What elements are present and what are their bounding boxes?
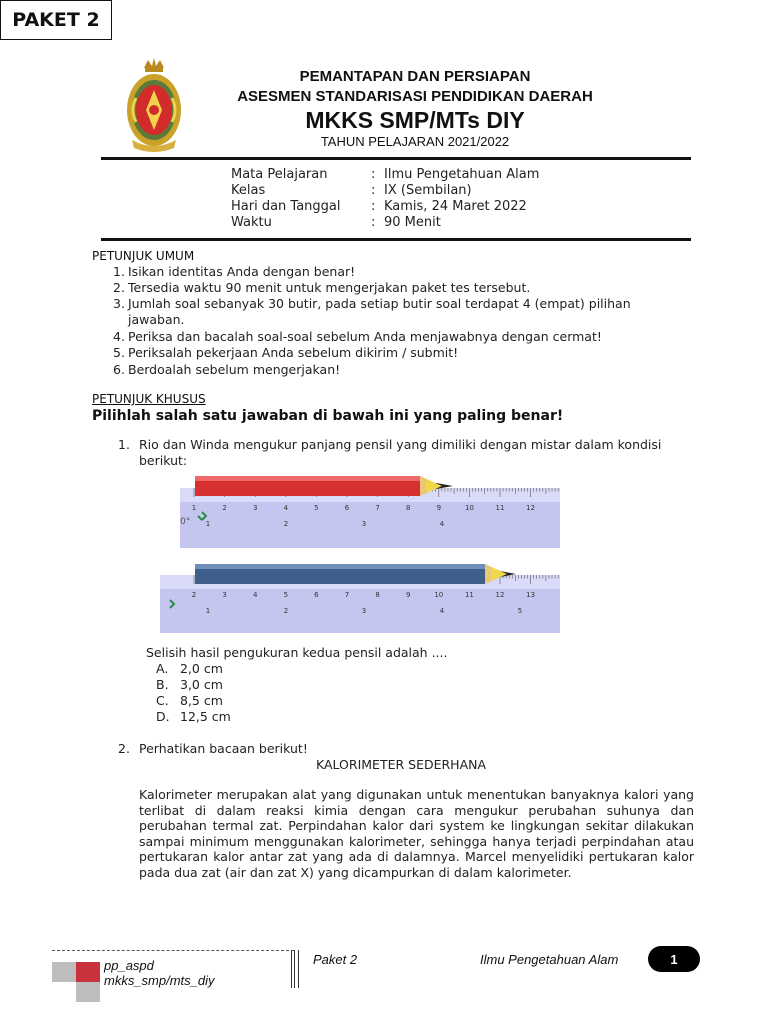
ruler-inch-label: 1 (205, 520, 211, 528)
question-prompt: Selisih hasil pengukuran kedua pensil adalah .... (146, 645, 448, 660)
header-academic-year: TAHUN PELAJARAN 2021/2022 (320, 134, 510, 149)
info-sep: : (371, 215, 376, 230)
ruler-cm-label: 11 (464, 591, 474, 599)
list-item-number: 5. (113, 345, 125, 360)
petunjuk-khusus-subtitle: Pilihlah salah satu jawaban di bawah ini yang paling benar! (92, 408, 564, 424)
paragraph-line: pertukaran kalor antar zat yang ada di dalamnya. Marcel menyelidiki pertukaran kalor (139, 849, 694, 864)
question-number: 1. (118, 437, 130, 452)
info-label-subject: Mata Pelajaran (231, 167, 328, 182)
ruler-cm-label: 13 (526, 591, 536, 599)
footer-gray-block (76, 982, 100, 1002)
info-sep: : (371, 167, 376, 182)
footer-subject: Ilmu Pengetahuan Alam (480, 952, 619, 967)
option-label: C. (156, 693, 169, 708)
footer-vertical-divider (294, 950, 295, 988)
ruler-cm-label: 2 (222, 504, 227, 512)
ruler-cm-label: 7 (375, 504, 380, 512)
header-title-line-2: ASESMEN STANDARISASI PENDIDIKAN DAERAH (237, 88, 593, 105)
question-number: 2. (118, 741, 130, 756)
info-value-date: Kamis, 24 Maret 2022 (384, 199, 527, 214)
ruler-cm-label: 1 (191, 504, 197, 512)
info-value-class: IX (Sembilan) (384, 183, 472, 198)
page-number-badge: 1 (648, 946, 700, 972)
header-title-main: MKKS SMP/MTs DIY (305, 107, 525, 133)
info-label-time: Waktu (231, 215, 272, 230)
list-item-text: Tersedia waktu 90 menit untuk mengerjakan paket tes tersebut. (128, 280, 531, 295)
ruler-cm-label: 9 (405, 591, 411, 599)
svg-text:0°: 0° (180, 517, 191, 527)
ruler-cm-label: 5 (314, 504, 319, 512)
ruler-cm-label: 11 (495, 504, 505, 512)
info-value-time: 90 Menit (384, 215, 441, 230)
ruler-cm-label: 8 (375, 591, 380, 599)
ruler-cm-label: 5 (283, 591, 289, 599)
paragraph-line: terlibat di dalam reaksi kimia dengan cara mengukur perubahan suhunya dan (139, 802, 694, 818)
list-item-text: Berdoalah sebelum mengerjakan! (128, 362, 341, 377)
info-sep: : (371, 199, 376, 214)
ruler-inch-label: 4 (439, 520, 445, 528)
header-title-line-1: PEMANTAPAN DAN PERSIAPAN (299, 68, 531, 85)
footer-paket: Paket 2 (313, 952, 358, 967)
list-item-text: Periksa dan bacalah soal-soal sebelum Anda menjawabnya dengan cermat! (128, 329, 602, 344)
info-label-class: Kelas (231, 183, 266, 198)
petunjuk-khusus-title: PETUNJUK KHUSUS (92, 392, 206, 406)
ruler-inch-label: 3 (361, 520, 367, 528)
ruler-inch-label: 5 (517, 607, 523, 615)
option-label: D. (156, 709, 170, 724)
list-item-number: 4. (113, 329, 125, 344)
list-item-number: 1. (113, 264, 125, 279)
petunjuk-umum-title: PETUNJUK UMUM (92, 249, 195, 263)
rulers-pencils-illustration (160, 472, 560, 637)
ruler-inch-label: 1 (205, 607, 211, 615)
list-item-number: 6. (113, 362, 125, 377)
paragraph-line: Kalorimeter merupakan alat yang digunakan untuk menentukan banyaknya kalori yang (139, 787, 694, 802)
footer-vertical-divider (298, 950, 299, 988)
info-value-subject: Ilmu Pengetahuan Alam (384, 167, 540, 182)
ruler-cm-label: 4 (283, 504, 289, 512)
ruler-cm-label: 6 (344, 504, 350, 512)
ruler-inch-label: 2 (283, 607, 289, 615)
option-label: A. (156, 661, 169, 676)
footer-code-2: mkks_smp/mts_diy (104, 973, 215, 988)
option-text: 12,5 cm (180, 709, 231, 724)
paragraph-line: perubahan termal zat. Perpindahan kalor dari system ke lingkungan sekitar dilakukan (139, 818, 694, 833)
footer-red-block (76, 962, 100, 982)
list-item-number: 3. (113, 296, 125, 311)
ruler-cm-label: 7 (344, 591, 350, 599)
ruler-inch-label: 2 (283, 520, 289, 528)
option-text: 8,5 cm (180, 693, 223, 708)
footer-vertical-divider (291, 950, 292, 988)
ruler-cm-label: 12 (495, 591, 505, 599)
paragraph-line: sampai minimum menggunakan kalorimeter, sehingga hanya terjadi perpindahan atau (139, 833, 694, 849)
footer-code-1: pp_aspd (104, 958, 154, 973)
ruler-cm-label: 3 (252, 504, 258, 512)
reading-paragraph (139, 787, 694, 880)
option-text: 2,0 cm (180, 661, 223, 676)
paket-label-box: PAKET 2 (0, 0, 112, 40)
question-text-continued: berikut: (139, 453, 188, 468)
ruler-cm-label: 4 (252, 591, 258, 599)
ruler-cm-label: 6 (314, 591, 319, 599)
reading-title: KALORIMETER SEDERHANA (316, 757, 487, 772)
option-text: 3,0 cm (180, 677, 223, 692)
ruler-cm-label: 10 (464, 504, 474, 512)
ruler-cm-label: 10 (434, 591, 444, 599)
paragraph-line: pada dua zat (air dan zat X) yang dicampurkan di dalam kalorimeter. (139, 864, 572, 880)
ruler-inch-label: 3 (361, 607, 367, 615)
list-item-text: Isikan identitas Anda dengan benar! (128, 264, 356, 279)
ruler-inch-label: 4 (439, 607, 445, 615)
footer-dashed-line (52, 950, 294, 951)
header-divider (101, 157, 691, 160)
question-text: Perhatikan bacaan berikut! (139, 741, 308, 756)
footer-gray-block (52, 962, 76, 982)
ruler-cm-label: 3 (222, 591, 227, 599)
info-sep: : (371, 183, 376, 198)
option-label: B. (156, 677, 169, 692)
info-divider (101, 238, 691, 241)
question-text: Rio dan Winda mengukur panjang pensil yang dimiliki dengan mistar dalam kondisi (139, 437, 662, 452)
ruler-cm-label: 9 (436, 504, 442, 512)
list-item-number: 2. (113, 280, 125, 295)
ruler-cm-label: 8 (405, 504, 411, 512)
ruler-cm-label: 12 (526, 504, 536, 512)
ruler-cm-label: 2 (191, 591, 197, 599)
list-item-text-continued: jawaban. (128, 312, 185, 327)
info-label-date: Hari dan Tanggal (231, 199, 341, 214)
list-item-text: Periksalah pekerjaan Anda sebelum dikirim / submit! (128, 345, 459, 360)
list-item-text: Jumlah soal sebanyak 30 butir, pada setiap butir soal terdapat 4 (empat) pilihan (128, 296, 631, 311)
dki-yogyakarta-emblem-logo (126, 58, 182, 154)
